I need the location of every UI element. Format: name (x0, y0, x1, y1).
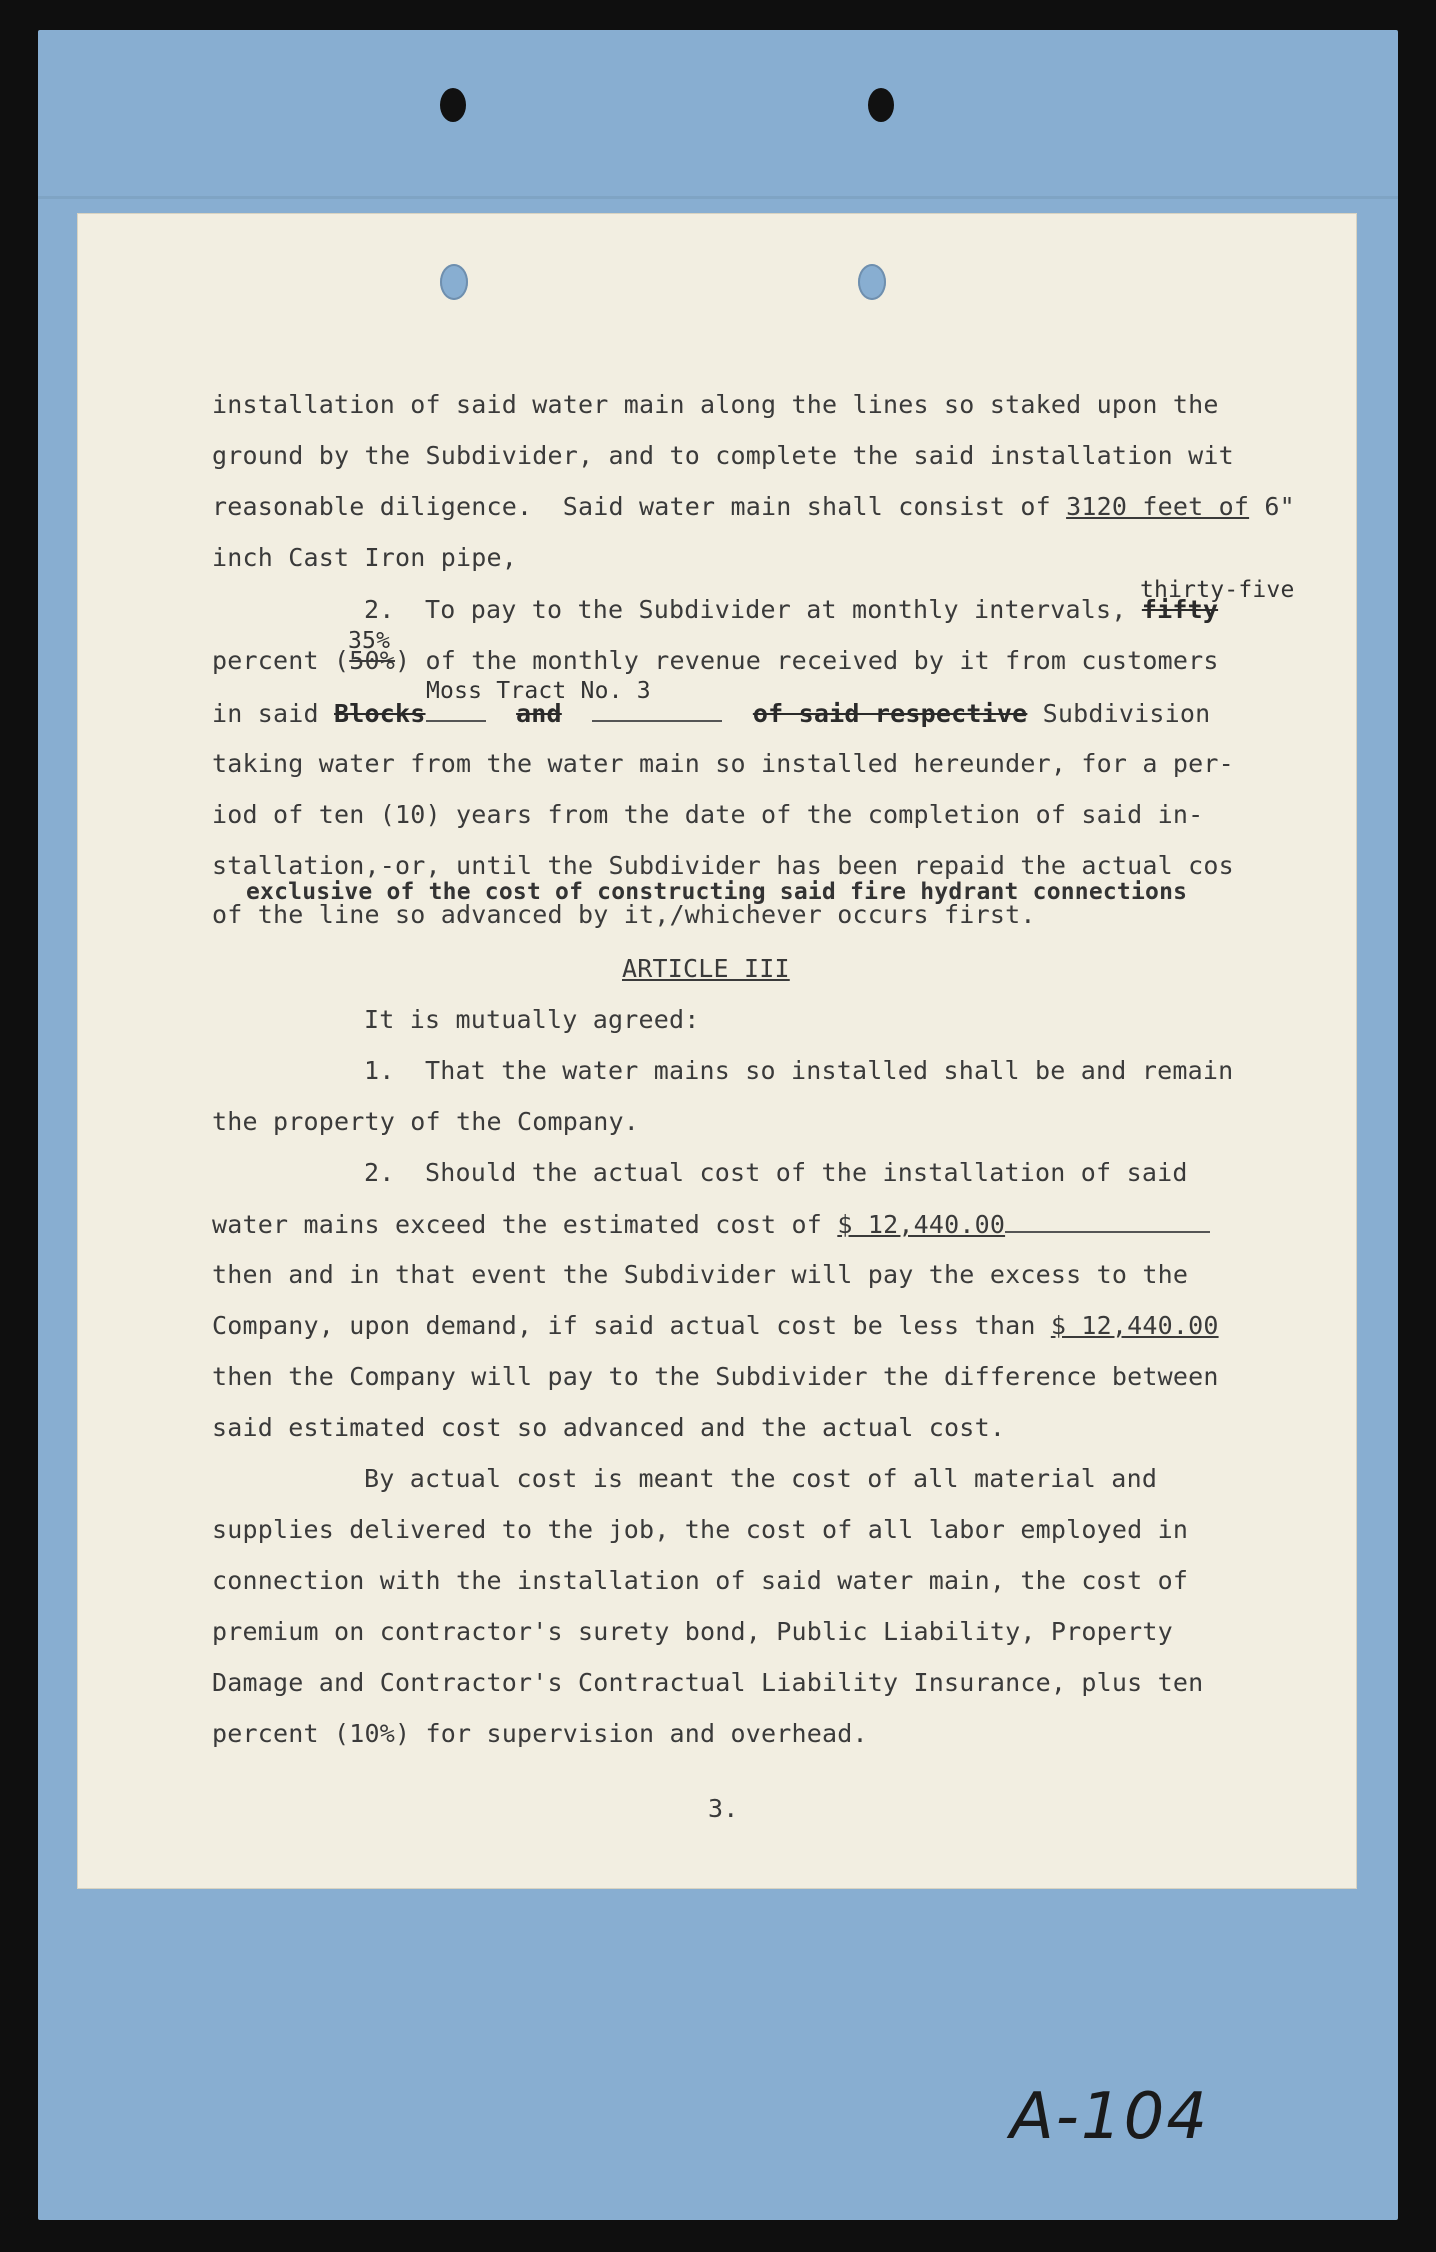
text-line-7-start: in said (212, 699, 335, 728)
text-line-1: installation of said water main along the lines so staked upon the (212, 390, 1219, 419)
struck-of-said-respective: of said respective (752, 699, 1028, 728)
article-line-6: then and in that event the Subdivider will pay the excess to the (212, 1260, 1189, 1289)
binder-hole-left (440, 88, 466, 122)
insert-thirty-five: thirty-five (1140, 577, 1295, 603)
insert-35-percent: 35% (348, 628, 391, 654)
text-line-9: iod of ten (10) years from the date of the completion of said in- (212, 800, 1204, 829)
article-line-13: premium on contractor's surety bond, Public Liability, Property (212, 1617, 1173, 1646)
article-line-11: supplies delivered to the job, the cost of all labor employed in (212, 1515, 1189, 1544)
struck-blocks: Blocks (334, 699, 426, 728)
article-heading: ARTICLE III (622, 954, 790, 983)
insert-moss-tract: Moss Tract No. 3 (426, 678, 651, 704)
struck-and: and (516, 699, 562, 728)
text-line-3-main: reasonable diligence. Said water main shall consist of (212, 492, 1067, 521)
backing-fold-line (38, 196, 1398, 199)
text-line-2: ground by the Subdivider, and to complete the said installation wit (212, 441, 1234, 470)
text-line-7-end: Subdivision (1027, 699, 1211, 728)
blank-2 (592, 698, 722, 722)
struck-fifty: fifty (1141, 595, 1219, 624)
pipe-spec: 3120 feet of (1066, 492, 1250, 521)
article-line-4: 2. Should the actual cost of the installation of said (364, 1158, 1188, 1187)
text-line-8: taking water from the water main so installed hereunder, for a per- (212, 749, 1234, 778)
article-line-9: said estimated cost so advanced and the actual cost. (212, 1413, 1006, 1442)
insert-exclusive-clause: exclusive of the cost of constructing said fire hydrant connections (246, 879, 1188, 905)
text-line-6-end: ) of the monthly revenue received by it from customers (395, 646, 1219, 675)
article-line-1: It is mutually agreed: (364, 1005, 700, 1034)
text-line-4: inch Cast Iron pipe, (212, 543, 518, 572)
typed-page (78, 214, 1356, 1888)
article-line-7 (212, 1311, 1219, 1341)
page-hole-right (858, 264, 886, 300)
estimated-cost-1: $ 12,440.00 (837, 1210, 1006, 1239)
estimated-cost-2: $ 12,440.00 (1050, 1311, 1219, 1340)
text-line-5 (364, 595, 1218, 625)
article-line-5-main: water mains exceed the estimated cost of (212, 1210, 838, 1239)
article-line-2: 1. That the water mains so installed shall be and remain (364, 1056, 1234, 1085)
text-line-7 (212, 698, 1210, 729)
text-line-3 (212, 492, 1295, 522)
struck-50-percent: 50% (349, 646, 396, 675)
article-line-12: connection with the installation of said water main, the cost of (212, 1566, 1189, 1595)
text-line-11: of the line so advanced by it,/whichever occurs first. (212, 900, 1036, 929)
article-line-5 (212, 1209, 1210, 1240)
article-line-3: the property of the Company. (212, 1107, 640, 1136)
article-line-7-main: Company, upon demand, if said actual cost be less than (212, 1311, 1051, 1340)
page-number: 3. (708, 1794, 739, 1823)
blank-1 (426, 698, 486, 722)
article-line-10: By actual cost is meant the cost of all material and (364, 1464, 1158, 1493)
article-line-8: then the Company will pay to the Subdivider the difference between (212, 1362, 1219, 1391)
article-line-14: Damage and Contractor's Contractual Liability Insurance, plus ten (212, 1668, 1204, 1697)
cost-blank-1 (1005, 1209, 1210, 1233)
text-line-6 (212, 646, 1219, 676)
pipe-size: 6" (1249, 492, 1295, 521)
article-line-15: percent (10%) for supervision and overhead. (212, 1719, 868, 1748)
text-line-6-start: percent ( (212, 646, 350, 675)
page-hole-left (440, 264, 468, 300)
binder-hole-right (868, 88, 894, 122)
archive-mark: A-104 (1010, 2080, 1210, 2154)
text-line-5-main: 2. To pay to the Subdivider at monthly intervals, (364, 595, 1142, 624)
text-line-10: stallation,-or, until the Subdivider has been repaid the actual cos (212, 851, 1234, 880)
